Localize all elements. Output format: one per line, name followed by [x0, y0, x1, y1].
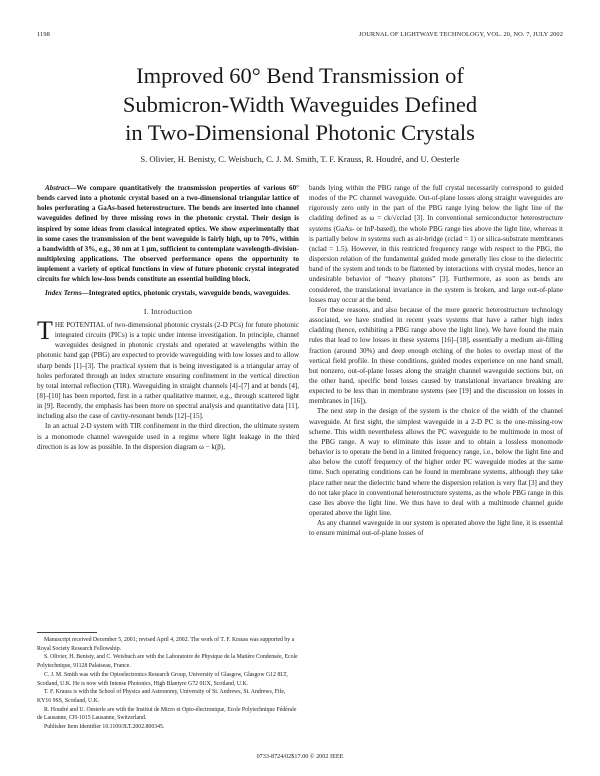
right-paragraph-4: As any channel waveguide in our system is operated above the light line, it is essential to ensure minimal out-of-plane losses of: [309, 519, 563, 538]
copyright-footer: 0733-8724/02$17.00 © 2002 IEEE: [256, 753, 344, 760]
title-line-2: Submicron-Width Waveguides Defined: [122, 91, 478, 117]
abstract-text: We compare quantitatively the transmission properties of various 60° bends carved into a photonic crystal based on a two-dimensional triangular lattice of holes perforating a GaAs-based heterostructure. The bends are inserted into channel waveguides defined by three missing rows in the photonic crystal. Their design is inspired by some ideas from classical integrated optics. We show experimentally that in some cases the transmission of the bent waveguide is fairly high, up to 70%, within a bandwidth of 3%, e.g., 30 nm at 1 μm, sufficient to contemplate wavelength-division-multiplexing applications. The observed performance opens the opportunity to implement a variety of optical functions in view of future photonic crystal integrated circuits for which low-loss bends constitute an essential building block.: [37, 184, 299, 284]
footnote-manuscript: Manuscript received December 5, 2001; revised April 4, 2002. The work of T. F. Krauss was supported by a Royal Society Research Fellowship.: [37, 637, 295, 652]
paper-title: [0, 62, 600, 148]
left-column: [37, 183, 299, 452]
title-line-1: Improved 60° Bend Transmission of: [136, 63, 464, 88]
right-paragraph-3: The next step in the design of the system is the choice of the width of the channel waveguide. At first sight, the simplest waveguide in a 2-D PC is the one-missing-row scheme. This width nevertheless allows the PC waveguide to be multimode in most of the PBG range. A way to eliminate this issue and to obtain a lossless monomode behavior is to operate the bend in a limited frequency range, i.e., below the light line and also below the cutoff frequency of the higher order PC waveguide modes at the same time. Such operating conditions can be found in membrane systems, although they take place rather near the dielectric band where the dispersion relation is very flat [3] and they do not take place in conventional heterostructure systems, as the whole PBG range in this case lies above the light line. We thus have to deal with a multimode channel guide operated above the light line.: [309, 407, 563, 517]
title-line-3: in Two-Dimensional Photonic Crystals: [125, 120, 475, 145]
intro-paragraph-1: [37, 315, 299, 422]
footnote-affiliation-4: R. Houdré and U. Oesterle are with the Institut de Micro et Opto-électronique, Ecole Polytechnique Fédérale de Lausanne, CH-1015 Lausanne, Switzerland.: [37, 706, 297, 722]
right-paragraph-1: bands lying within the PBG range of the full crystal necessarily correspond to guided modes of the PC channel waveguide. Out-of-plane losses along straight waveguides are rigorously zero only in the part of the PBG range lying below the light line of the cladding defined as ω = ck/√εclad [3]. In conventional semiconductor heterostructure systems (GaAs- or InP-based), the whole PBG range lies above the light line, whereas it is partially below in systems such as air-bridge (εclad = 1) or silica-substrate membranes (nclad = 1.5). However, in this restricted frequency range with respect to the PBG, the dispersion relation of the fundamental guided mode generally lies close to the dielectric band of the system and tends to be flattened by interactions with crystal modes, hence an undesirable behavior of “heavy photons” [3]. Furthermore, as soon as bends are considered, the translational invariance in the system is broken, and large out-of-plane losses may occur at the bend.: [309, 184, 563, 304]
drop-cap: T: [37, 315, 53, 345]
abstract-label: Abstract—: [45, 184, 77, 192]
index-terms-label: Index Terms—: [45, 288, 89, 297]
index-terms: [37, 288, 299, 298]
footnote-affiliation-1: S. Olivier, H. Benisty, and C. Weisbuch are with the Laboratoire de Physique de la Matière Condensée, Ecole Polytechnique, 91128 Palaiseau, France.: [37, 654, 298, 670]
journal-header: JOURNAL OF LIGHTWAVE TECHNOLOGY, VOL. 20, NO. 7, JULY 2002: [358, 31, 563, 38]
section-heading: I. Introduction: [143, 306, 193, 316]
footnote-affiliation-2: C. J. M. Smith was with the Optoelectronics Research Group, University of Glasgow, Glasgow G12 8LT, Scotland, U.K. He is now with Intense Photonics, High Blantyre G72 0UX, Scotland, U.K.: [37, 671, 288, 687]
footnotes: [37, 632, 299, 732]
footnote-publisher-id: Publisher Item Identifier 10.1109/JLT.2002.800345.: [44, 724, 165, 731]
running-header: [37, 31, 563, 41]
footnote-rule: [37, 632, 97, 633]
intro-paragraph-1-text: HE POTENTIAL of two-dimensional photonic crystals (2-D PCs) for future photonic integrated circuits (PICs) is a topic under intense investigation. In principle, channel waveguides designed in photonic crystals and operated at wavelengths within the photonic band gap (PBG) are expected to provide waveguiding with low losses and to allow sharp bends [1]–[3]. The practical system that is being investigated is a triangular array of holes perforated through an index structure ensuring confinement in the vertical direction by total internal reflection (TIR). Waveguiding in straight channels [4]–[7] and at bends [4], [8]–[10] has been reported, first in a rather qualitative manner, e.g., through scattered light in [9]. Recently, the emphasis has been more on spectral analysis and quantitative data [11], including also the case of cavity-resonant bends [12]–[15].: [37, 320, 299, 421]
page-number: 1198: [37, 31, 50, 38]
author-list: S. Olivier, H. Benisty, C. Weisbuch, C. J. M. Smith, T. F. Krauss, R. Houdré, and U. Oesterle: [140, 154, 460, 164]
intro-paragraph-2: In an actual 2-D system with TIR confinement in the third direction, the ultimate system is a monomode channel waveguide used in a regime where light leakage in the third direction is as low as possible. In the dispersion diagram ω − k(β),: [37, 422, 299, 451]
footnote-affiliation-3: T. F. Krauss is with the School of Physics and Astronomy, University of St. Andrews, St. Andrews, Fife, KY16 9SS, Scotland, U.K.: [37, 689, 286, 704]
index-terms-text: Integrated optics, photonic crystals, waveguide bends, waveguides.: [88, 288, 291, 297]
right-paragraph-2: For these reasons, and also because of the more generic heterostructure technology associated, we have studied in recent years systems that have a rather high index cladding (hence, exhibiting a PBG range above the light line). We have found the main rules that lead to low losses in these systems [16]–[18], essentially a medium air-filling fraction (around 30%) and deep enough etching of the holes to overlap most of the vertical field profile. In these conditions, guided modes experience on one hand small, but nonzero, out-of-plane losses along the straight channel waveguide sections but, on the other hand, specific bend losses caused by translational invariance breaking are expected to be less than in membrane systems (see [19] and the discussion on losses in membranes in [16]).: [309, 305, 563, 406]
abstract: [37, 183, 299, 285]
right-column: [309, 183, 563, 538]
